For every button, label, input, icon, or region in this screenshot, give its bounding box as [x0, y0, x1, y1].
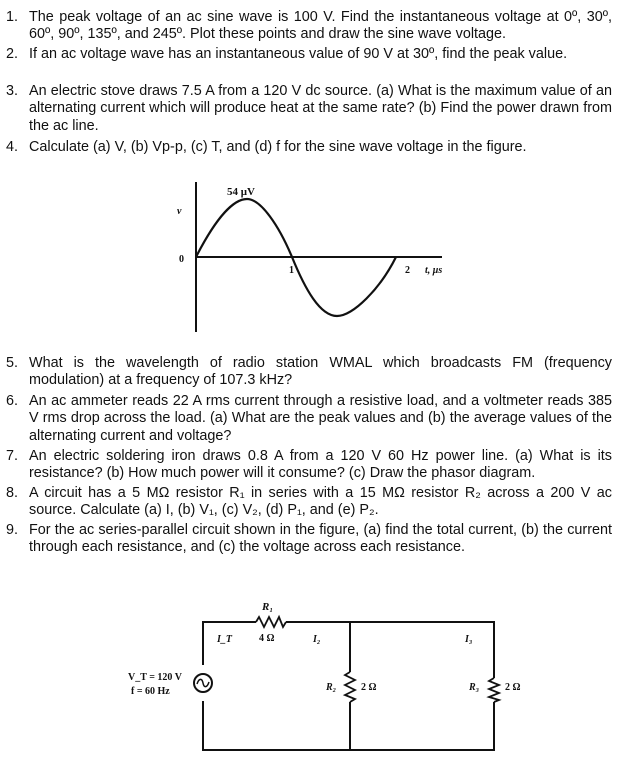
- i2-label: I₂: [313, 634, 321, 645]
- problem-text: An electric stove draws 7.5 A from a 120 V dc source. (a) What is the maximum value of an alternating current which will produce heat at the same rate? (b) Find the power drawn from the ac line.: [29, 83, 612, 134]
- problem-text: A circuit has a 5 MΩ resistor R₁ in series with a 15 MΩ resistor R₂ across a 200 V ac source. Calculate (a) I, (b) V₁, (c) V₂, (d) P₁, and (e) P₂.: [29, 485, 612, 519]
- origin-label: 0: [179, 254, 184, 265]
- problem-number: 3.: [6, 83, 19, 99]
- problem-text: What is the wavelength of radio station WMAL which broadcasts FM (frequency modulation) at a frequency of 107.3 kHz?: [29, 355, 612, 389]
- peak-label: 54 μV: [227, 186, 255, 198]
- tick-1-label: 1: [289, 265, 294, 276]
- problem-1: [6, 9, 610, 45]
- bottom-wire: [203, 701, 494, 750]
- tick-2-label: 2: [405, 265, 410, 276]
- problem-number: 1.: [6, 9, 19, 25]
- source-voltage-label: V_T = 120 V: [128, 672, 182, 683]
- problem-text: Calculate (a) V, (b) Vp-p, (c) T, and (d) f for the sine wave voltage in the figure.: [29, 139, 527, 155]
- source-frequency-label: f = 60 Hz: [131, 686, 170, 697]
- problem-3: [6, 83, 610, 137]
- r1-value: 4 Ω: [259, 633, 275, 644]
- problem-8: [6, 485, 610, 521]
- problem-number: 9.: [6, 522, 19, 538]
- problem-number: 5.: [6, 355, 19, 371]
- r2-resistor: [345, 672, 355, 702]
- top-wire-left: [203, 622, 256, 665]
- problem-number: 8.: [6, 485, 19, 501]
- problem-number: 4.: [6, 139, 19, 155]
- problem-6: [6, 393, 610, 447]
- problem-text: The peak voltage of an ac sine wave is 100 V. Find the instantaneous voltage at 0º, 30º, 60º, 90º, 135º, and 245º. Plot these points and draw the sine wave voltage.: [29, 9, 612, 43]
- sine-curve: [196, 199, 396, 316]
- ac-source-icon: [194, 674, 212, 692]
- problem-2: [6, 46, 610, 82]
- problem-number: 2.: [6, 46, 19, 62]
- top-wire-right: [286, 622, 494, 678]
- r2-value: 2 Ω: [361, 682, 377, 693]
- problem-text: An electric soldering iron draws 0.8 A from a 120 V 60 Hz power line. (a) What is its resistance? (b) How much power will it consume? (c) Draw the phasor diagram.: [29, 448, 612, 482]
- r3-resistor: [489, 678, 499, 702]
- problem-9: [6, 522, 610, 558]
- problem-4: [6, 139, 610, 157]
- problem-7: [6, 448, 610, 484]
- y-axis-label: v: [177, 206, 182, 217]
- time-axis-label: t, μs: [425, 265, 443, 276]
- r1-resistor: [256, 617, 286, 627]
- r3-label: R₃: [469, 682, 480, 693]
- problem-text: For the ac series-parallel circuit shown in the figure, (a) find the total current, (b) the current through each resistance, and (c) the voltage across each resistance.: [29, 522, 612, 556]
- r1-label: R₁: [262, 601, 274, 613]
- it-label: I_T: [217, 634, 232, 645]
- problem-5: [6, 355, 610, 391]
- problem-text: If an ac voltage wave has an instantaneous value of 90 V at 30º, find the peak value.: [29, 46, 568, 62]
- r3-value: 2 Ω: [505, 682, 521, 693]
- ac-source-wave: [197, 679, 209, 686]
- i3-label: I₃: [465, 634, 473, 645]
- problem-number: 6.: [6, 393, 19, 409]
- r2-label: R₂: [326, 682, 337, 693]
- problem-number: 7.: [6, 448, 19, 464]
- problem-text: An ac ammeter reads 22 A rms current through a resistive load, and a voltmeter reads 385 V rms drop across the load. (a) What are the peak values and (b) the average values of the alternating current and voltage?: [29, 393, 612, 444]
